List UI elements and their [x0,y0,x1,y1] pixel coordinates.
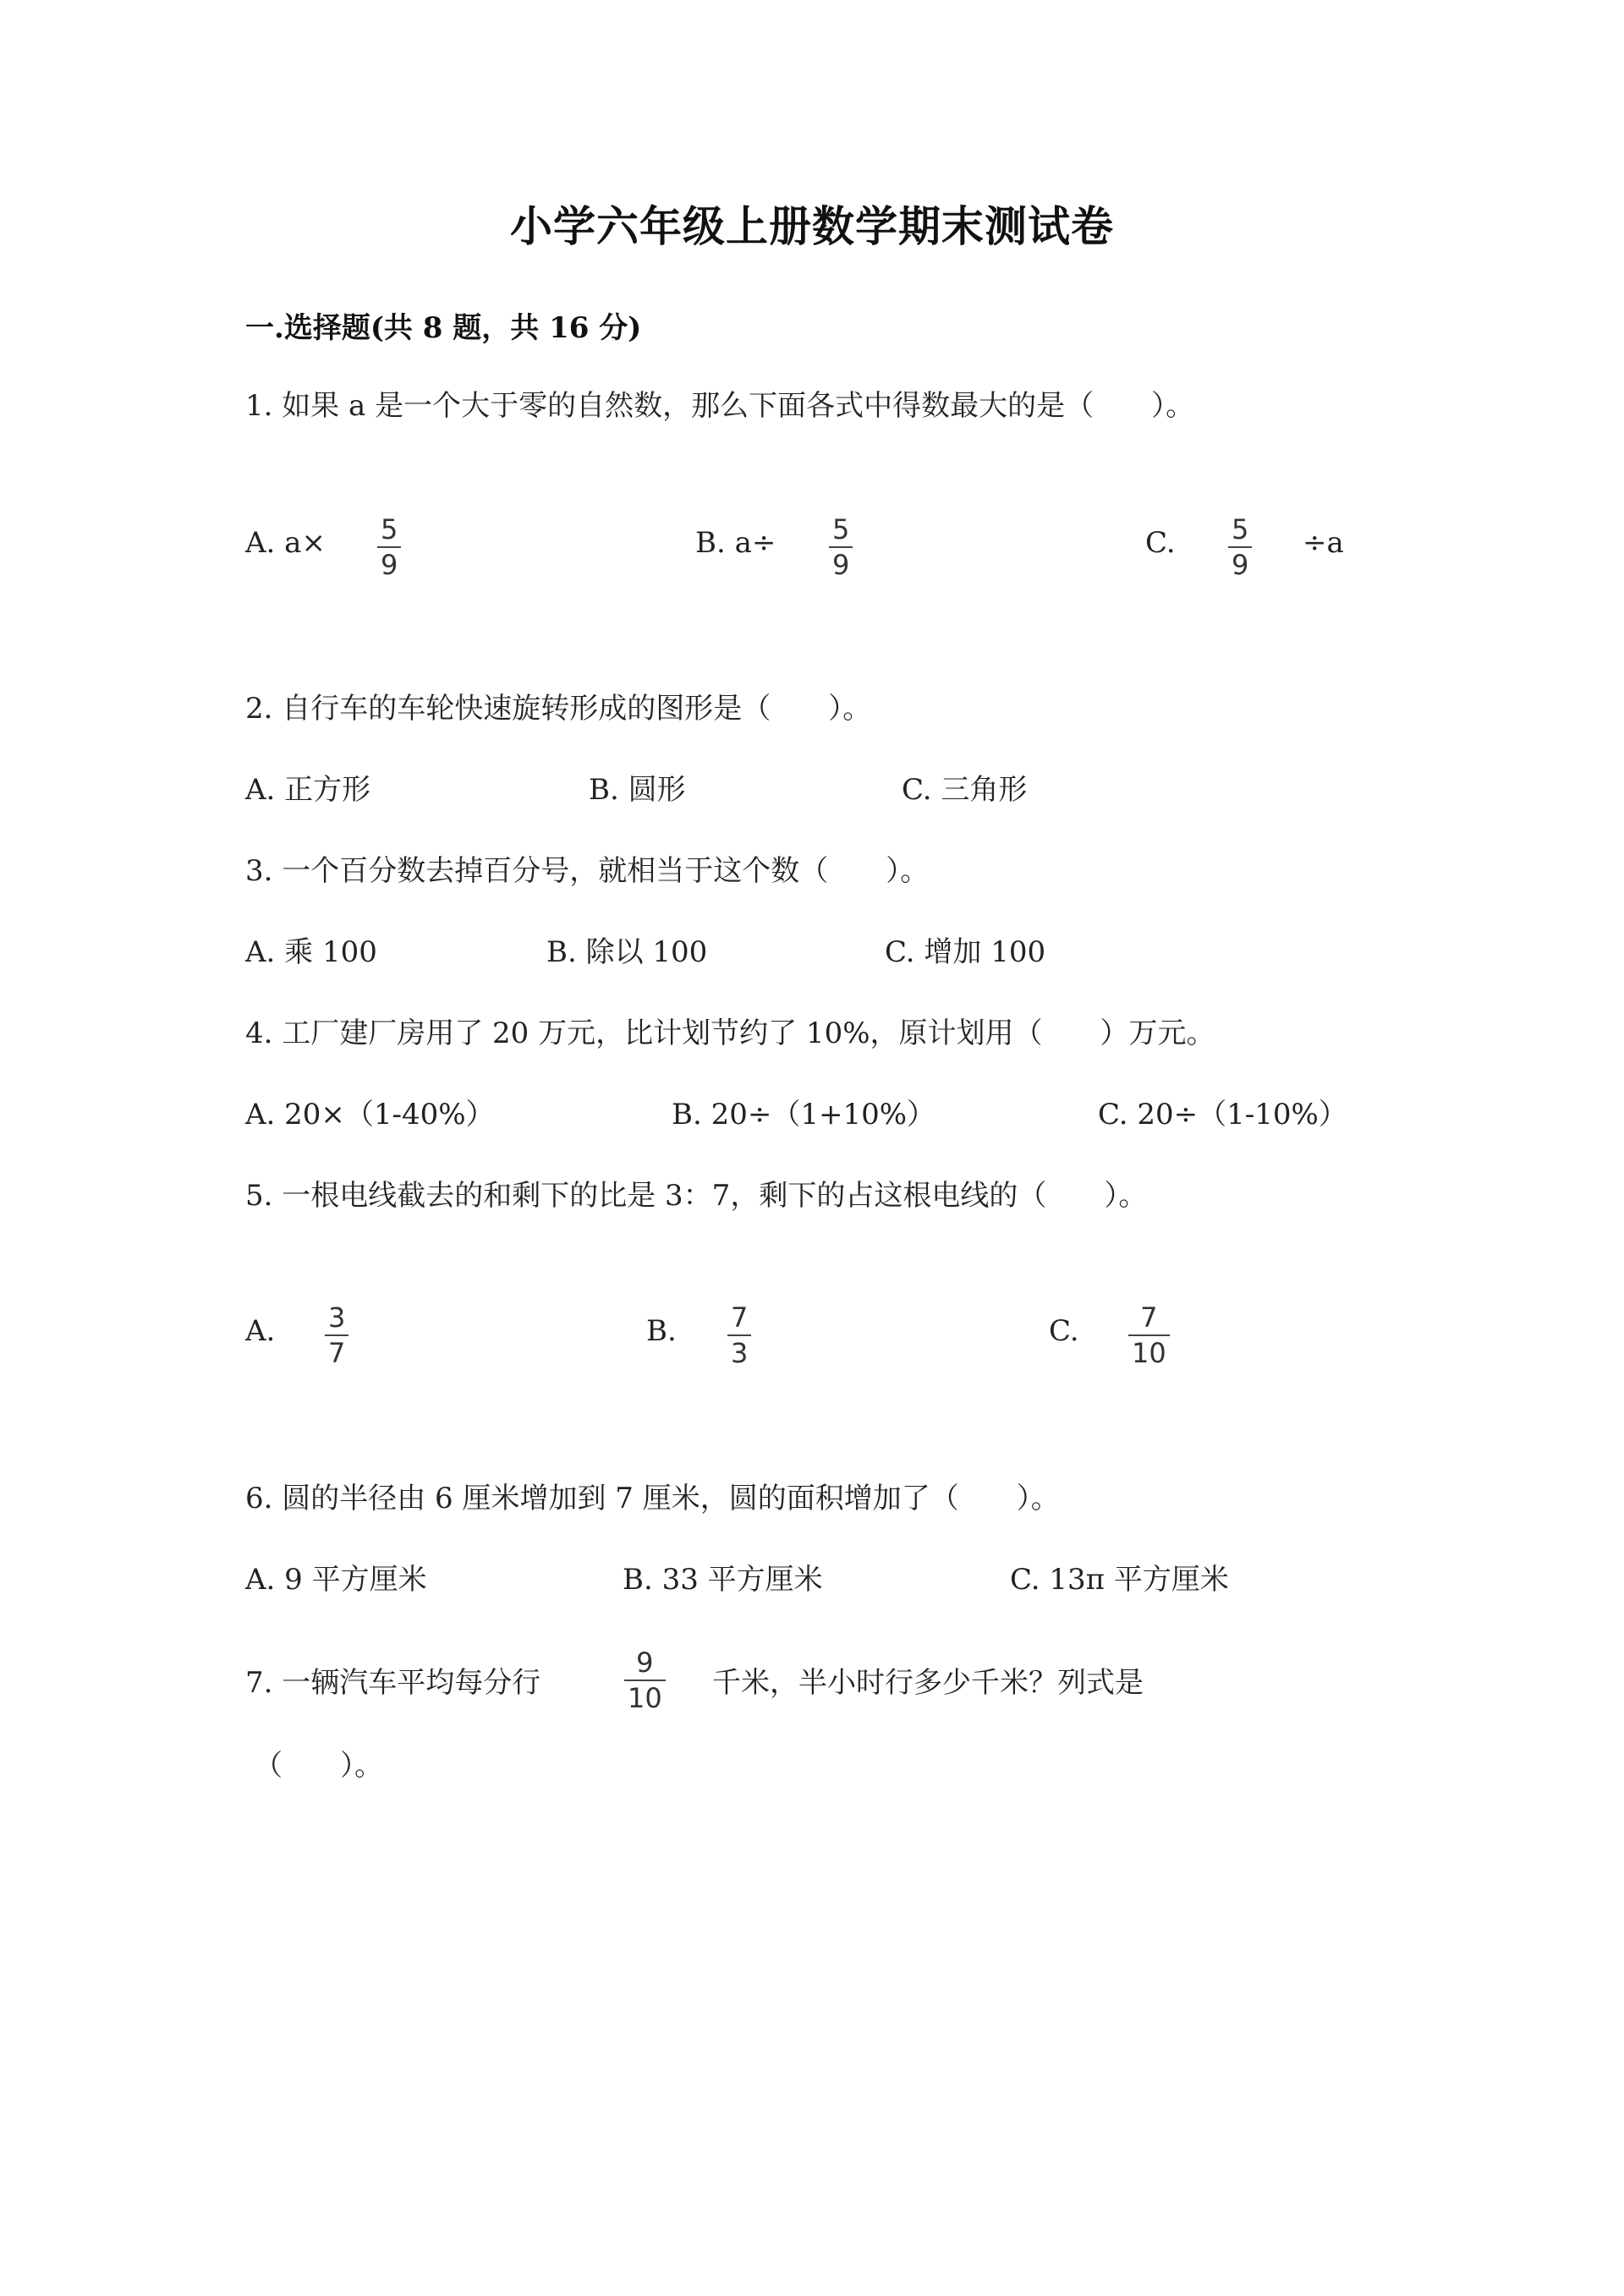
q4-option-a: A. 20×（1-40%） [245,1098,495,1132]
q7-fraction [624,1649,666,1712]
fraction-denominator: 10 [1132,1337,1166,1369]
q5-option-c-prefix: C. [1049,1314,1079,1348]
section-heading: 一.选择题(共 8 题，共 16 分) [245,311,642,345]
q1-option-c-suffix: ÷a [1303,526,1344,560]
fraction-numerator: 3 [328,1301,346,1334]
fraction-denominator: 9 [832,549,850,581]
q1-option-a-prefix: A. a× [245,526,326,560]
q5-option-b-fraction [727,1301,751,1369]
q3-option-b: B. 除以 100 [546,935,708,969]
q5-option-a-fraction [325,1301,348,1369]
q2-option-b: B. 圆形 [589,773,686,807]
q3-option-c: C. 增加 100 [885,935,1046,969]
fraction-numerator: 5 [381,513,398,545]
question-7-stem-start: 7. 一辆汽车平均每分行 [245,1666,541,1700]
q5-option-a-prefix: A. [245,1314,276,1348]
q1-option-b-fraction [829,513,853,581]
fraction-numerator: 5 [1232,513,1249,545]
q2-option-a: A. 正方形 [245,773,371,807]
question-7-stem-end: 千米，半小时行多少千米？列式是 [712,1666,1144,1700]
question-3-stem: 3. 一个百分数去掉百分号，就相当于这个数（ ）。 [245,854,930,888]
fraction-denominator: 9 [1232,549,1249,581]
q1-option-a-fraction [377,513,401,581]
q4-option-c: C. 20÷（1-10%） [1098,1098,1347,1132]
q1-option-c-prefix: C. [1145,526,1176,560]
q1-option-c-fraction [1228,513,1252,581]
fraction-numerator: 7 [1140,1301,1158,1334]
fraction-denominator: 3 [731,1337,749,1369]
question-6-stem: 6. 圆的半径由 6 厘米增加到 7 厘米，圆的面积增加了（ ）。 [245,1482,1060,1515]
fraction-numerator: 7 [731,1301,749,1334]
q1-option-b-prefix: B. a÷ [695,526,776,560]
q5-option-b-prefix: B. [646,1314,677,1348]
q3-option-a: A. 乘 100 [245,935,377,969]
page-title: 小学六年级上册数学期末测试卷 [510,201,1114,251]
question-4-stem: 4. 工厂建厂房用了 20 万元，比计划节约了 10%，原计划用（ ）万元。 [245,1016,1215,1050]
q6-option-c: C. 13π 平方厘米 [1010,1563,1229,1597]
q5-option-c-fraction [1128,1301,1170,1369]
q2-option-c: C. 三角形 [902,773,1028,807]
fraction-numerator: 5 [832,513,850,545]
question-5-stem: 5. 一根电线截去的和剩下的比是 3：7，剩下的占这根电线的（ ）。 [245,1179,1148,1213]
fraction-denominator: 7 [328,1337,346,1369]
fraction-numerator: 9 [636,1647,654,1679]
q6-option-b: B. 33 平方厘米 [623,1563,823,1597]
q6-option-a: A. 9 平方厘米 [245,1563,427,1597]
question-7-answer-blank: （ ）。 [254,1749,383,1783]
q4-option-b: B. 20÷（1+10%） [672,1098,936,1132]
question-1-stem: 1. 如果 a 是一个大于零的自然数，那么下面各式中得数最大的是（ ）。 [245,389,1195,423]
fraction-denominator: 10 [628,1682,662,1714]
question-2-stem: 2. 自行车的车轮快速旋转形成的图形是（ ）。 [245,692,872,726]
fraction-denominator: 9 [381,549,398,581]
